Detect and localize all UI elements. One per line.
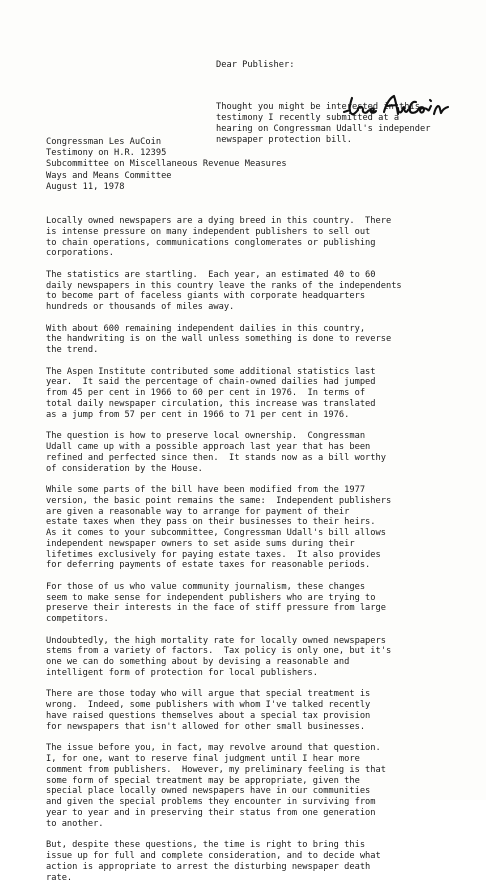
paragraph: There are those today who will argue that special treatment is wrong. Indeed, some publishers with whom I've talked recently have raised questions themselves about a special tax provision for newspapers that isn't allowed for other small businesses. xyxy=(46,689,371,732)
handwritten-signature xyxy=(340,90,460,122)
paragraph: The Aspen Institute contributed some additional statistics last year. It said the percentage of chain-owned dailies had jumped from 45 per cent in 1966 to 60 per cent in 1976. In terms of total daily newspaper circulation, this increase was translated as a jump from 57 per cent in 1966 to 71 per cent in 1976. xyxy=(46,366,376,420)
paragraph: For those of us who value community journalism, these changes seem to make sense for independent publishers who are trying to preserve their interests in the face of stiff pressure from large competitors. xyxy=(46,581,386,625)
paragraph: Undoubtedly, the high mortality rate for locally owned newspapers stems from a variety of factors. Tax policy is only one, but it's one we can do something about by devising a reasonable and intelligent form of protection for local publishers. xyxy=(46,635,392,679)
paragraph: The statistics are startling. Each year, an estimated 40 to 60 daily newspapers in this country leave the ranks of the independents to become part of faceless giants with corporate headquarters hundreds or thousands of miles away. xyxy=(46,269,402,313)
testimony-header: Congressman Les AuCoin Testimony on H.R. 12395 Subcommittee on Miscellaneous Revenue Measures Ways and Means Committee August 11, 1978 xyxy=(46,137,287,192)
paragraph: While some parts of the bill have been modified from the 1977 version, the basic point remains the same: Independent publishers are given a reasonable way to arrange for payment of their estate taxes when they pass on their businesses to their heirs. As it comes to your subcommittee, Congressman Udall's bill allows independent newspaper owners to set aside sums during their lifetimes exclusively for paying estate taxes. It also provides for deferring payments of estate taxes for reasonable periods. xyxy=(46,484,392,571)
paragraph: The issue before you, in fact, may revolve around that question. I, for one, want to reserve final judgment until I hear more comment from publishers. However, my preliminary feeling is that some form of special treatment may be appropriate, given the special place locally owned newspapers have in our communities and given the special problems they encounter in surviving from year to year and in preserving their status from one generation to another. xyxy=(46,743,386,829)
testimony-body xyxy=(46,216,476,894)
cover-note-text: Thought you might be interested in this testimony I recently submitted at a hearing on Congressman Udall's independer newspaper protection bill. xyxy=(216,102,431,145)
salutation: Dear Publisher: xyxy=(216,60,295,70)
paragraph: Locally owned newspapers are a dying breed in this country. There is intense pressure on many independent publishers to sell out to chain operations, communications conglomerates or publishing corporations. xyxy=(46,216,392,259)
paragraph: With about 600 remaining independent dailies in this country, the handwriting is on the wall unless something is done to reverse the trend. xyxy=(46,323,392,356)
paragraph: The question is how to preserve local ownership. Congressman Udall came up with a possible approach last year that has been refined and perfected since then. It stands now as a bill worthy of consideration by the House. xyxy=(46,431,386,474)
paragraph: But, despite these questions, the time is right to bring this issue up for full and complete consideration, and to decide what action is appropriate to arrest the disturbing newspaper death rate. xyxy=(46,840,381,883)
